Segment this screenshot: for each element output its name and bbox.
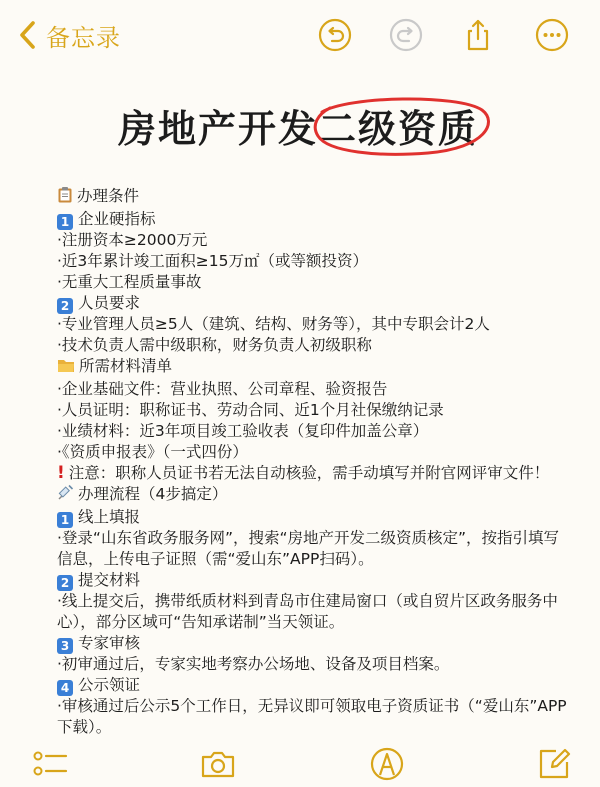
line-text: ·业绩材料：近3年项目竣工验收表（复印件加盖公章） — [57, 422, 429, 440]
list-item — [57, 654, 567, 675]
number-badge-icon: 3 — [57, 638, 73, 654]
line-text: 所需材料清单 — [79, 357, 173, 375]
list-item — [57, 442, 567, 463]
markup-pen-icon — [369, 746, 405, 782]
checklist-icon — [32, 746, 68, 782]
section-heading — [57, 186, 567, 209]
back-label: 备忘录 — [46, 23, 121, 52]
line-text: ·无重大工程质量事故 — [57, 273, 202, 291]
line-text: ·登录“山东省政务服务网”，搜索“房地产开发二级资质核定”，按指引填写信息，上传电子证照（需“爱山东”APP扫码）。 — [57, 529, 560, 568]
line-text: 专家审核 — [78, 634, 141, 652]
line-text: ·专业管理人员≥5人（建筑、结构、财务等），其中专职会计2人 — [57, 315, 490, 333]
line-text: 公示领证 — [78, 676, 141, 694]
list-item — [57, 400, 567, 421]
note-toolbar — [0, 0, 600, 70]
more-button[interactable] — [535, 18, 569, 52]
note-body[interactable] — [57, 186, 567, 738]
line-text: ·近3年累计竣工面积≥15万㎡（或等额投资） — [57, 252, 369, 270]
list-item — [57, 528, 567, 570]
folder-icon — [57, 357, 75, 379]
number-badge-icon: 2 — [57, 575, 73, 591]
line-text: 人员要求 — [78, 294, 141, 312]
line-text: 办理流程（4步搞定） — [78, 485, 228, 503]
numbered-heading — [57, 675, 567, 696]
list-item — [57, 696, 567, 738]
list-item — [57, 272, 567, 293]
chevron-left-icon — [18, 20, 38, 50]
numbered-heading — [57, 209, 567, 230]
list-item — [57, 379, 567, 400]
numbered-heading — [57, 633, 567, 654]
back-button[interactable] — [18, 18, 121, 52]
line-text: 线上填报 — [78, 508, 141, 526]
more-icon — [535, 18, 569, 52]
section-heading — [57, 484, 567, 507]
number-badge-icon: 4 — [57, 680, 73, 696]
list-item — [57, 335, 567, 356]
compose-button[interactable] — [536, 746, 572, 782]
list-item — [57, 230, 567, 251]
undo-icon — [318, 18, 352, 52]
share-button[interactable] — [461, 18, 495, 52]
markup-button[interactable] — [369, 746, 405, 782]
list-item — [57, 251, 567, 272]
line-text: ·《资质申报表》（一式四份） — [57, 443, 248, 461]
warning-line — [57, 463, 567, 484]
line-text: 提交材料 — [78, 571, 141, 589]
line-text: ·企业基础文件：营业执照、公司章程、验资报告 — [57, 380, 388, 398]
note-title[interactable]: 房地产开发二级资质 — [118, 107, 479, 151]
list-item — [57, 421, 567, 442]
line-text: ·人员证明：职称证书、劳动合同、近1个月社保缴纳记录 — [57, 401, 444, 419]
compose-icon — [536, 746, 572, 782]
line-text: 企业硬指标 — [78, 210, 156, 228]
number-badge-icon: 1 — [57, 214, 73, 230]
number-badge-icon: 1 — [57, 512, 73, 528]
camera-icon — [200, 746, 236, 782]
syringe-icon — [57, 484, 74, 507]
camera-button[interactable] — [200, 746, 236, 782]
note-title-area — [0, 88, 600, 168]
line-text: ·审核通过后公示5个工作日，无异议即可领取电子资质证书（“爱山东”APP下载）。 — [57, 697, 567, 736]
line-text: 办理条件 — [77, 187, 140, 205]
line-text: 注意：职称人员证书若无法自动核验，需手动填写并附官网评审文件！ — [68, 464, 550, 482]
line-text: ·技术负责人需中级职称，财务负责人初级职称 — [57, 336, 372, 354]
exclamation-icon: ! — [57, 463, 65, 483]
numbered-heading — [57, 570, 567, 591]
number-badge-icon: 2 — [57, 298, 73, 314]
line-text: ·初审通过后，专家实地考察办公场地、设备及项目档案。 — [57, 655, 450, 673]
section-heading — [57, 356, 567, 379]
bottom-toolbar — [0, 740, 600, 787]
list-item — [57, 591, 567, 633]
numbered-heading — [57, 507, 567, 528]
line-text: ·线上提交后，携带纸质材料到青岛市住建局窗口（或自贸片区政务服务中心），部分区域可“告知承诺制”当天领证。 — [57, 592, 558, 631]
redo-icon — [389, 18, 423, 52]
share-icon — [461, 18, 495, 52]
undo-button[interactable] — [318, 18, 352, 52]
clipboard-icon — [57, 186, 73, 209]
line-text: ·注册资本≥2000万元 — [57, 231, 208, 249]
list-item — [57, 314, 567, 335]
redo-button[interactable] — [389, 18, 423, 52]
checklist-button[interactable] — [32, 746, 68, 782]
numbered-heading — [57, 293, 567, 314]
